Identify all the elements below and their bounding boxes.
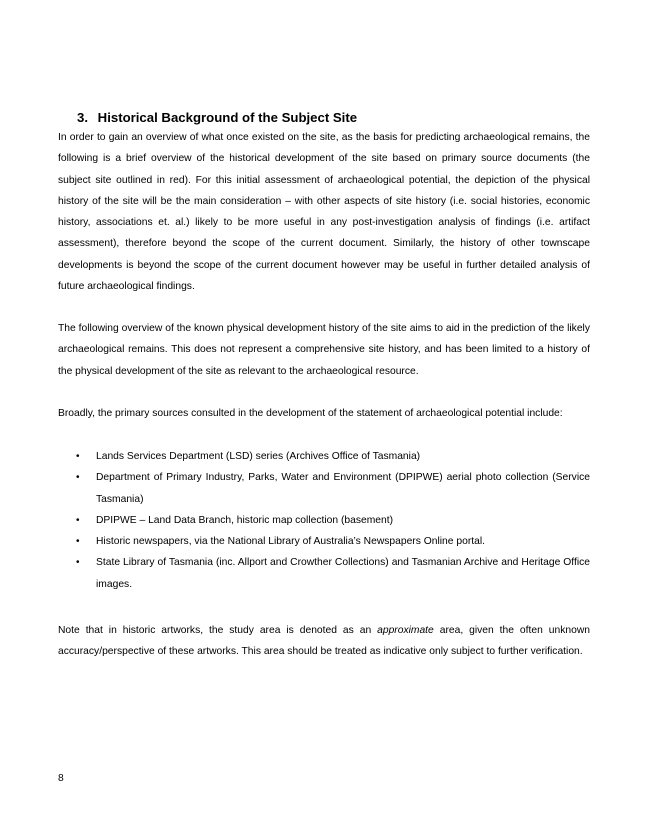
- intro-paragraph: In order to gain an overview of what once existed on the site, as the basis for predicting archaeological remains, the following is a brief overview of the historical development of the site based on primary source documents (the subject site outlined in red). For this initial assessment of archaeological potential, the depiction of the physical history of the site will be the main consideration – with other aspects of site history (i.e. social histories, economic history, associations et. al.) likely to be more useful in any post-investigation analysis of findings (i.e. artifact assessment), therefore beyond the scope of the current document. Similarly, the history of other townscape developments is beyond the scope of the current document however may be useful in further detailed analysis of future archaeological findings.: [58, 132, 590, 293]
- sources-list: [58, 446, 590, 595]
- overview-paragraph: The following overview of the known physical development history of the site aims to aid in the prediction of the likely archaeological remains. This does not represent a comprehensive site history, and has been limited to a history of the physical development of the site as relevant to the archaeological resource.: [58, 323, 590, 377]
- bullet-icon: •: [76, 536, 80, 548]
- list-item-text: Lands Services Department (LSD) series (Archives Office of Tasmania): [96, 451, 421, 462]
- list-item-text: Historic newspapers, via the National Library of Australia’s Newspapers Online portal.: [96, 536, 485, 548]
- bullet-icon: •: [76, 557, 80, 569]
- page-number: 8: [58, 773, 64, 784]
- bullet-icon: •: [76, 514, 80, 526]
- section-heading: [77, 110, 357, 125]
- list-item: [58, 446, 590, 467]
- section-number: 3.: [77, 110, 88, 125]
- list-item: [58, 510, 590, 531]
- list-item: [58, 467, 590, 510]
- note-text-end: area, given the often unknown accuracy/perspective of these artworks. This area should be treated as indicative only subject to further verification.: [58, 625, 590, 658]
- list-item-text: State Library of Tasmania (inc. Allport and Crowther Collections) and Tasmanian Archive and Heritage Office images.: [96, 557, 590, 590]
- list-item-text: DPIPWE – Land Data Branch, historic map collection (basement): [96, 514, 394, 526]
- note-text-start: Note that in historic artworks, the study area is denoted as an: [58, 625, 378, 636]
- list-item-text: Department of Primary Industry, Parks, Water and Environment (DPIPWE) aerial photo collection (Service Tasmania): [96, 472, 590, 505]
- note-paragraph: [58, 620, 590, 663]
- note-emphasis: approximate: [377, 625, 434, 636]
- list-item: [58, 552, 590, 595]
- sources-intro-paragraph: Broadly, the primary sources consulted in the development of the statement of archaeological potential include:: [58, 408, 563, 419]
- list-item: [58, 531, 590, 552]
- bullet-icon: •: [76, 472, 80, 484]
- bullet-icon: •: [76, 451, 80, 462]
- section-title: Historical Background of the Subject Site: [97, 110, 358, 125]
